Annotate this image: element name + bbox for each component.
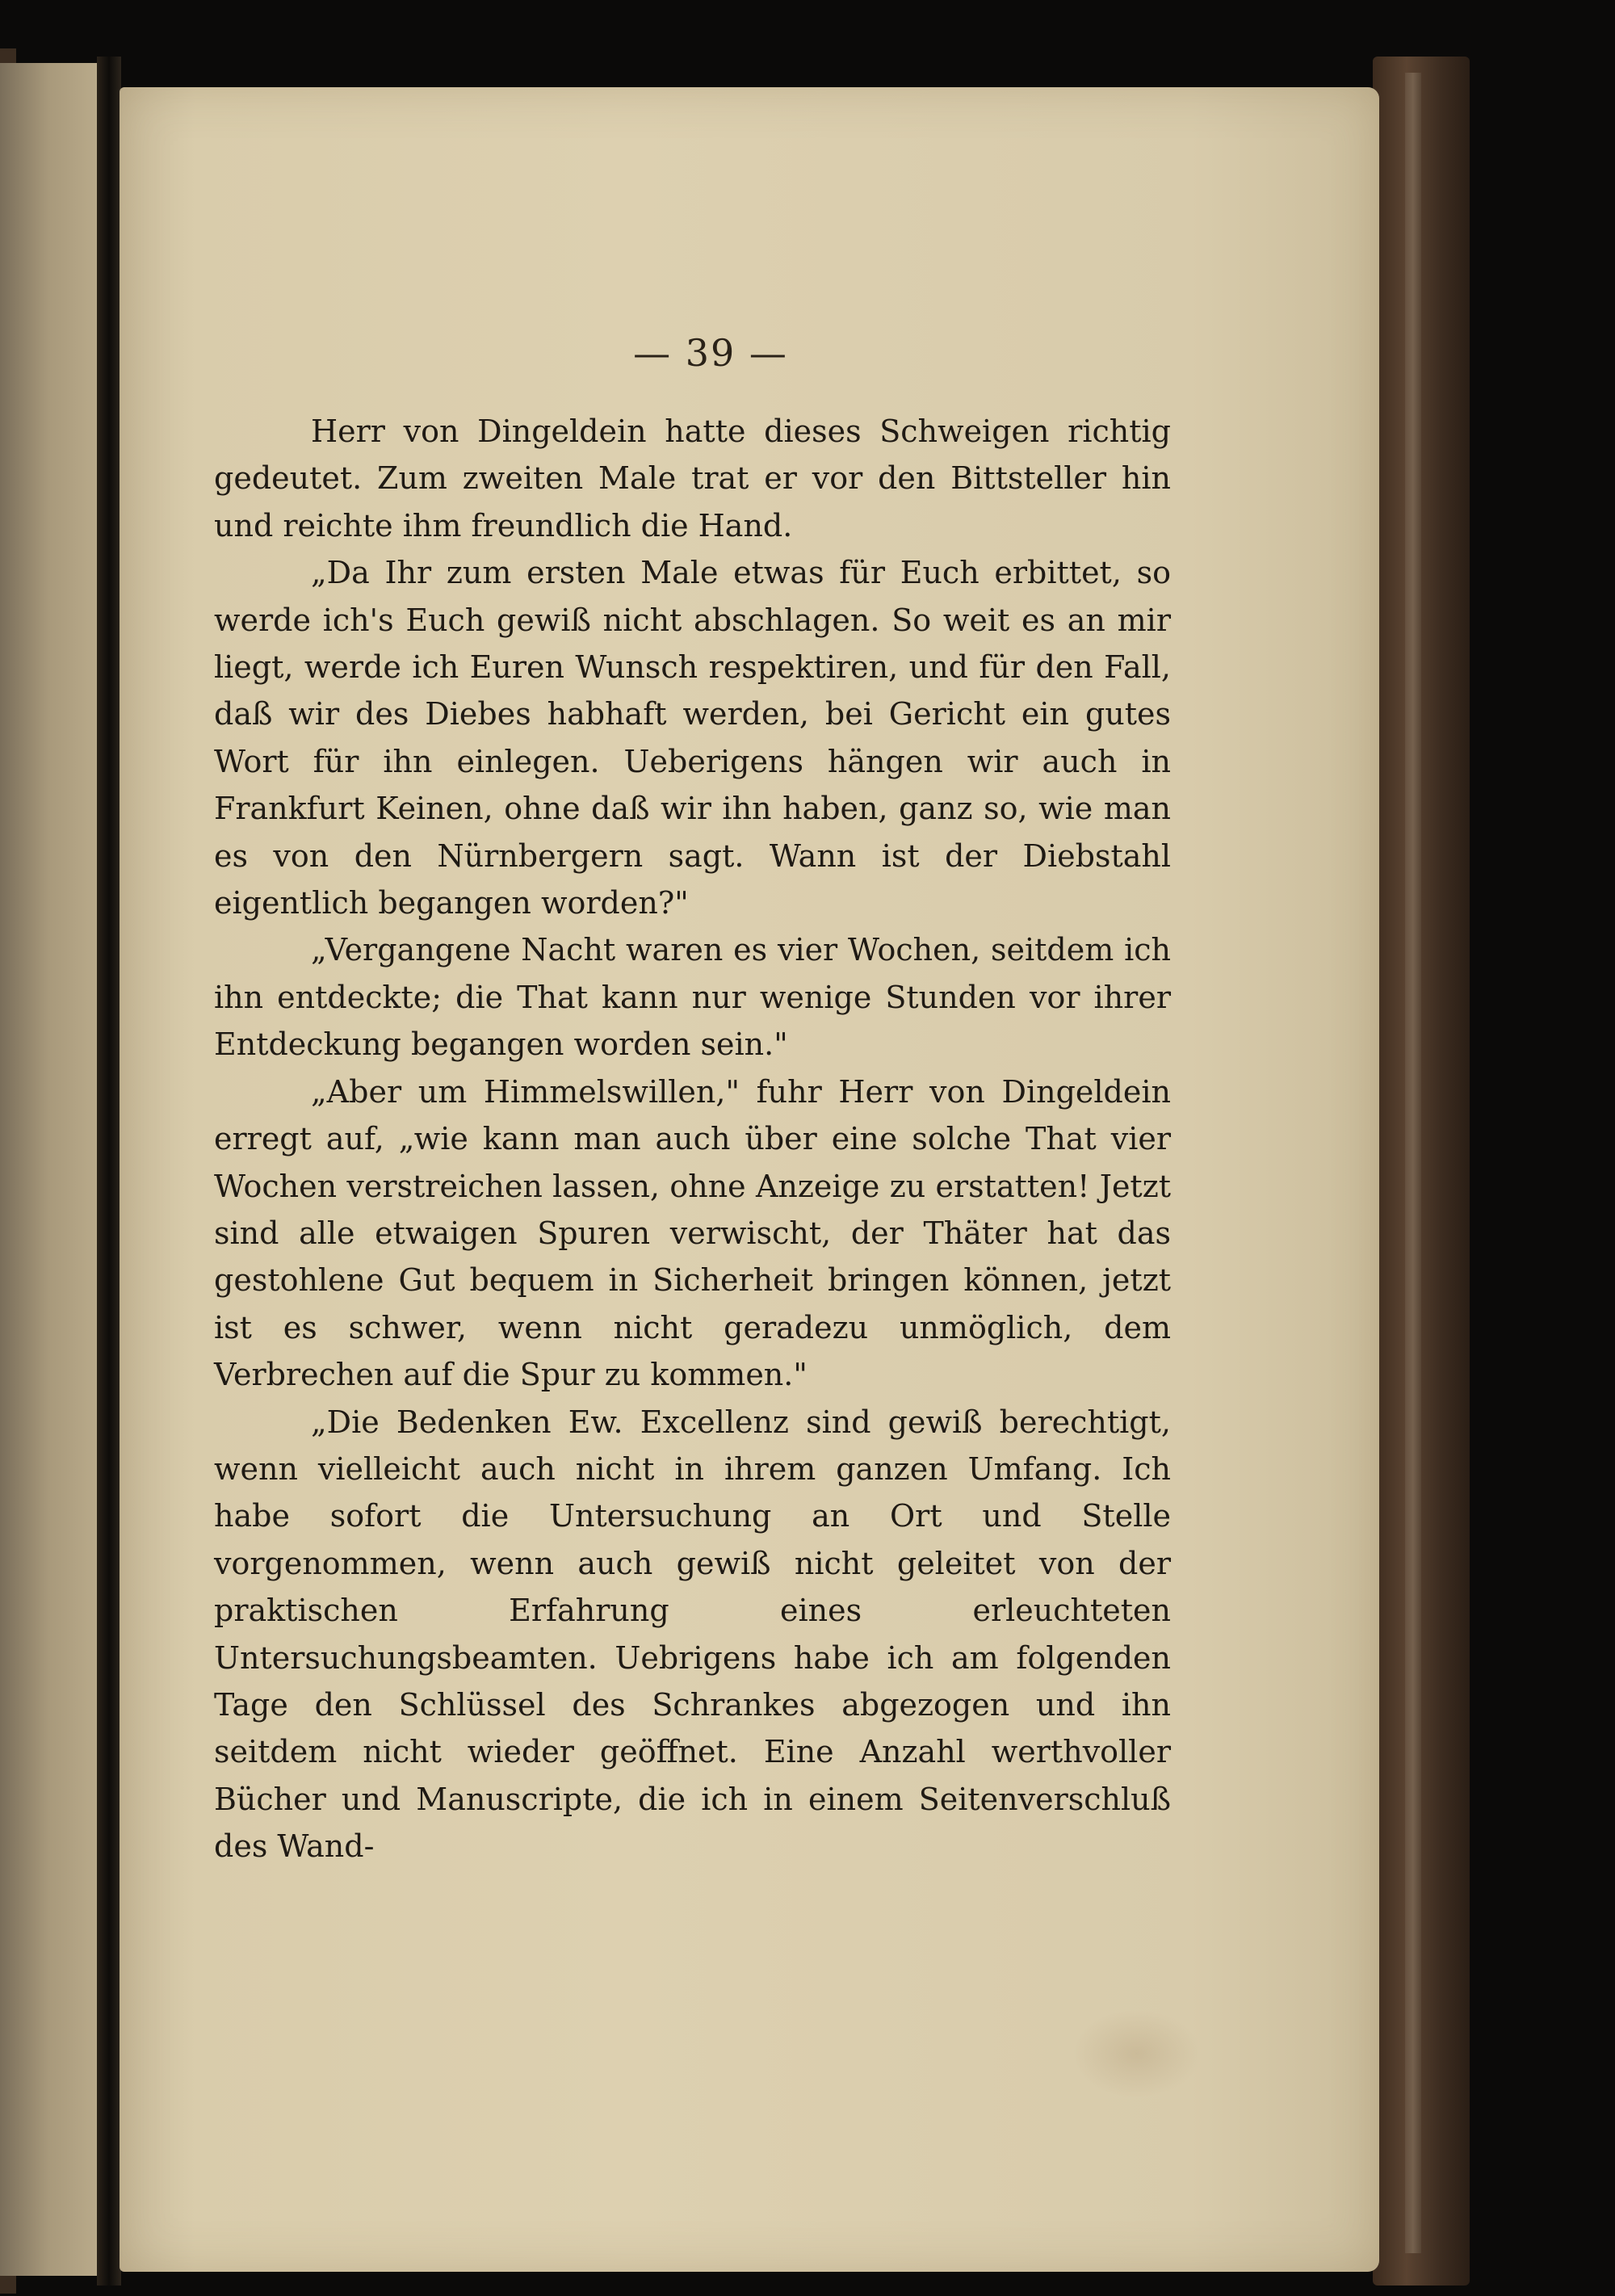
book-gutter (97, 57, 121, 2286)
paragraph-1: Herr von Dingeldein hatte dieses Schweigen richtig gedeutet. Zum zweiten Male trat er vor den Bittsteller hin und reichte ihm freundlich die Hand. (214, 413, 1171, 544)
right-cover-edge (1405, 73, 1421, 2253)
paragraph-5: „Die Bedenken Ew. Excellenz sind gewiß berechtigt, wenn vielleicht auch nicht in ihrem ganzen Umfang. Ich habe sofort die Untersuchung an Ort und Stelle vorgenommen, wenn auch gewiß nicht geleitet von der praktischen Erfahrung eines erleuchteten Untersuchungsbeamten. Uebrigens habe ich am folgenden Tage den Schlüssel des Schrankes abgezogen und ihn seitdem nicht wieder geöffnet. Eine Anzahl werthvoller Bücher und Manuscripte, die ich in einem Seitenverschluß des Wand- (214, 1404, 1171, 1865)
paragraph-3: „Vergangene Nacht waren es vier Wochen, seitdem ich ihn entdeckte; die That kann nur wenige Stunden vor ihrer Entdeckung begangen worden sein." (214, 932, 1171, 1063)
paragraph-2: „Da Ihr zum ersten Male etwas für Euch erbittet, so werde ich's Euch gewiß nicht abschlagen. So weit es an mir liegt, werde ich Euren Wunsch respektiren, und für den Fall, daß wir des Diebes habhaft werden, bei Gericht ein gutes Wort für ihn einlegen. Ueberigens hängen wir auch in Frankfurt Keinen, ohne daß wir ihn haben, ganz so, wie man es von den Nürnbergern sagt. Wann ist der Diebstahl eigentlich begangen worden?" (214, 555, 1171, 921)
right-book-cover (1373, 57, 1470, 2286)
page-text (214, 408, 1171, 1870)
paragraph-4: „Aber um Himmelswillen," fuhr Herr von Dingeldein erregt auf, „wie kann man auch über eine solche That vier Wochen verstreichen lassen, ohne Anzeige zu erstatten! Jetzt sind alle etwaigen Spuren verwischt, der Thäter hat das gestohlene Gut bequem in Sicherheit bringen können, jetzt ist es schwer, wenn nicht geradezu unmöglich, dem Verbrechen auf die Spur zu kommen." (214, 1073, 1171, 1393)
page-number: — 39 — (633, 331, 788, 375)
paper-stain (1072, 2009, 1202, 2098)
